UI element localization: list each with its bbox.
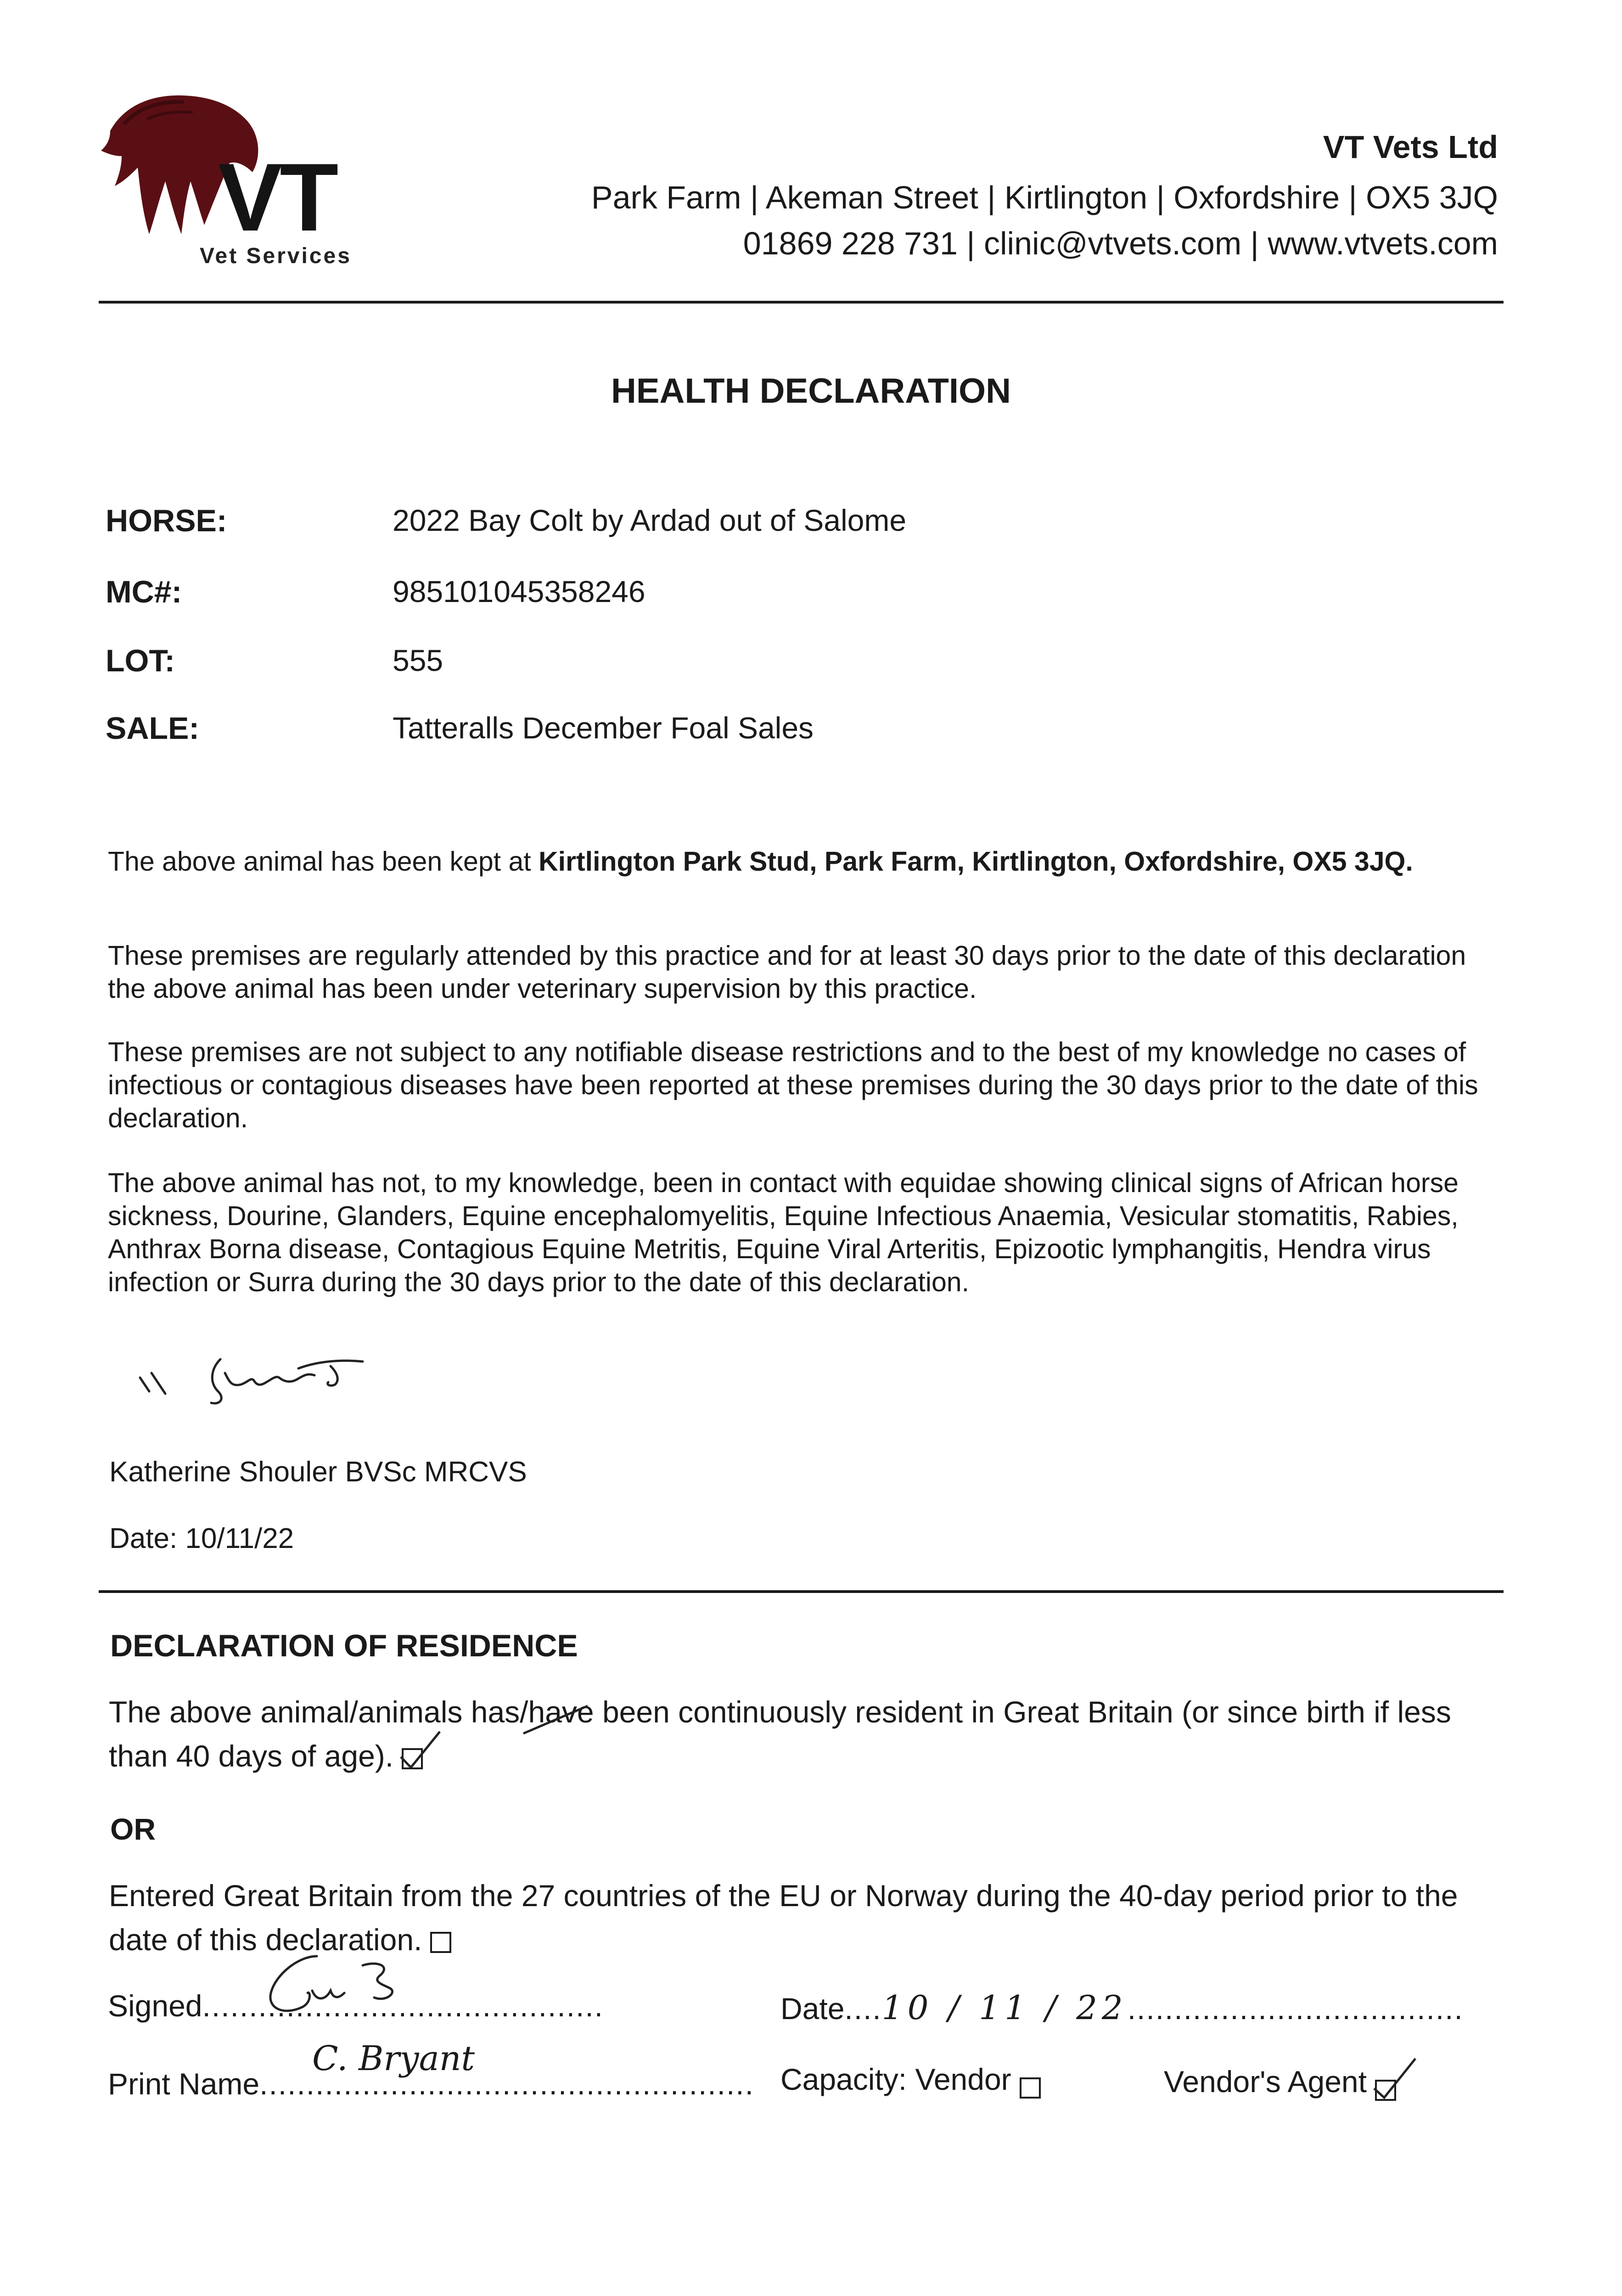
date-prefix-dots: .... [844,1992,882,2026]
logo-vt-text: VT [218,143,336,251]
vendor-agent-checkbox[interactable] [1375,2080,1396,2101]
resident-checkbox[interactable] [402,1748,423,1769]
checkmark-icon [1374,2063,1411,2100]
mc-label: MC#: [106,574,182,609]
document-title: HEALTH DECLARATION [611,371,1011,411]
horse-label: HORSE: [106,503,227,538]
vt-vets-logo [96,87,354,280]
lot-value: 555 [393,643,443,677]
sale-value: Tatteralls December Foal Sales [393,711,814,745]
signed-dots: ........................................... [202,1989,604,2023]
buyer-signature[interactable] [257,1947,450,2025]
lot-label: LOT: [106,643,175,678]
company-address: Park Farm | Akeman Street | Kirtlington | Oxfordshire | OX5 3JQ [591,180,1498,215]
date-line [780,1988,1464,2027]
vet-name: Katherine Shouler BVSc MRCVS [109,1456,527,1488]
declaration-date: Date: 10/11/22 [109,1523,294,1554]
vendor-checkbox[interactable] [1020,2077,1041,2099]
company-name: VT Vets Ltd [1323,129,1498,165]
company-contact: 01869 228 731 | clinic@vtvets.com | www.vtvets.com [743,225,1498,261]
horse-value: 2022 Bay Colt by Ardad out of Salome [393,503,907,537]
print-name-value[interactable]: C. Bryant [312,2039,475,2078]
or-label: OR [110,1812,156,1846]
vendor-agent-label: Vendor's Agent [1164,2065,1367,2099]
residence-option-1 [109,1690,1504,1778]
sale-label: SALE: [106,711,199,746]
mc-value: 985101045358246 [393,574,645,608]
premises-address: Kirtlington Park Stud, Park Farm, Kirtlington, Oxfordshire, OX5 3JQ. [539,846,1413,877]
section-divider [99,1590,1504,1593]
residence-title: DECLARATION OF RESIDENCE [110,1628,578,1663]
signed-label: Signed [108,1989,202,2023]
print-name-dots: ..................................................... [259,2067,754,2101]
disease-contact-paragraph: The above animal has not, to my knowledge, been in contact with equidae showing clinical signs of African horse sickness, Dourine, Glanders, Equine encephalomyelitis, Equine Infectious Anaemia, Vesicular stomatitis, Rabies, Anthrax Borna disease, Contagious Equine Metritis, Equine Viral Arteritis, Epizootic lymphangitis, Hendra virus infection or Surra during the 30 days prior to the date of this declaration. [108,1168,1459,1297]
logo-subtitle: Vet Services [200,244,352,268]
restrictions-paragraph: These premises are not subject to any notifiable disease restrictions and to the best of my knowledge no cases of infectious or contagious diseases have been reported at these premises during the 30 days prior to the date of this declaration. [108,1037,1478,1133]
premises-text: The above animal has been kept at [108,846,539,877]
capacity-line [780,2062,1041,2099]
supervision-paragraph: These premises are regularly attended by this practice and for at least 30 days prior to the date of this declaration the above animal has been under veterinary supervision by this practice. [108,940,1466,1004]
capacity-label: Capacity: Vendor [780,2062,1011,2096]
header-divider [99,301,1504,304]
checkmark-icon [401,1732,438,1768]
print-name-label: Print Name [108,2067,260,2101]
residence-option-1-text: The above animal/animals has/have been continuously resident in Great Britain (or since birth if less than 40 days of age). [109,1695,1451,1773]
date-label: Date [780,1992,845,2026]
date-dots: .................................... [1127,1992,1464,2026]
residence-option-2-text: Entered Great Britain from the 27 countries of the EU or Norway during the 40-day period prior to the date of this declaration. [109,1879,1458,1957]
premises-paragraph [108,845,1504,878]
date-value[interactable]: 10 / 11 / 22 [881,1988,1128,2027]
vet-signature [133,1341,427,1433]
strikethrough-mark [519,1701,592,1738]
vendor-agent-line [1164,2064,1396,2101]
